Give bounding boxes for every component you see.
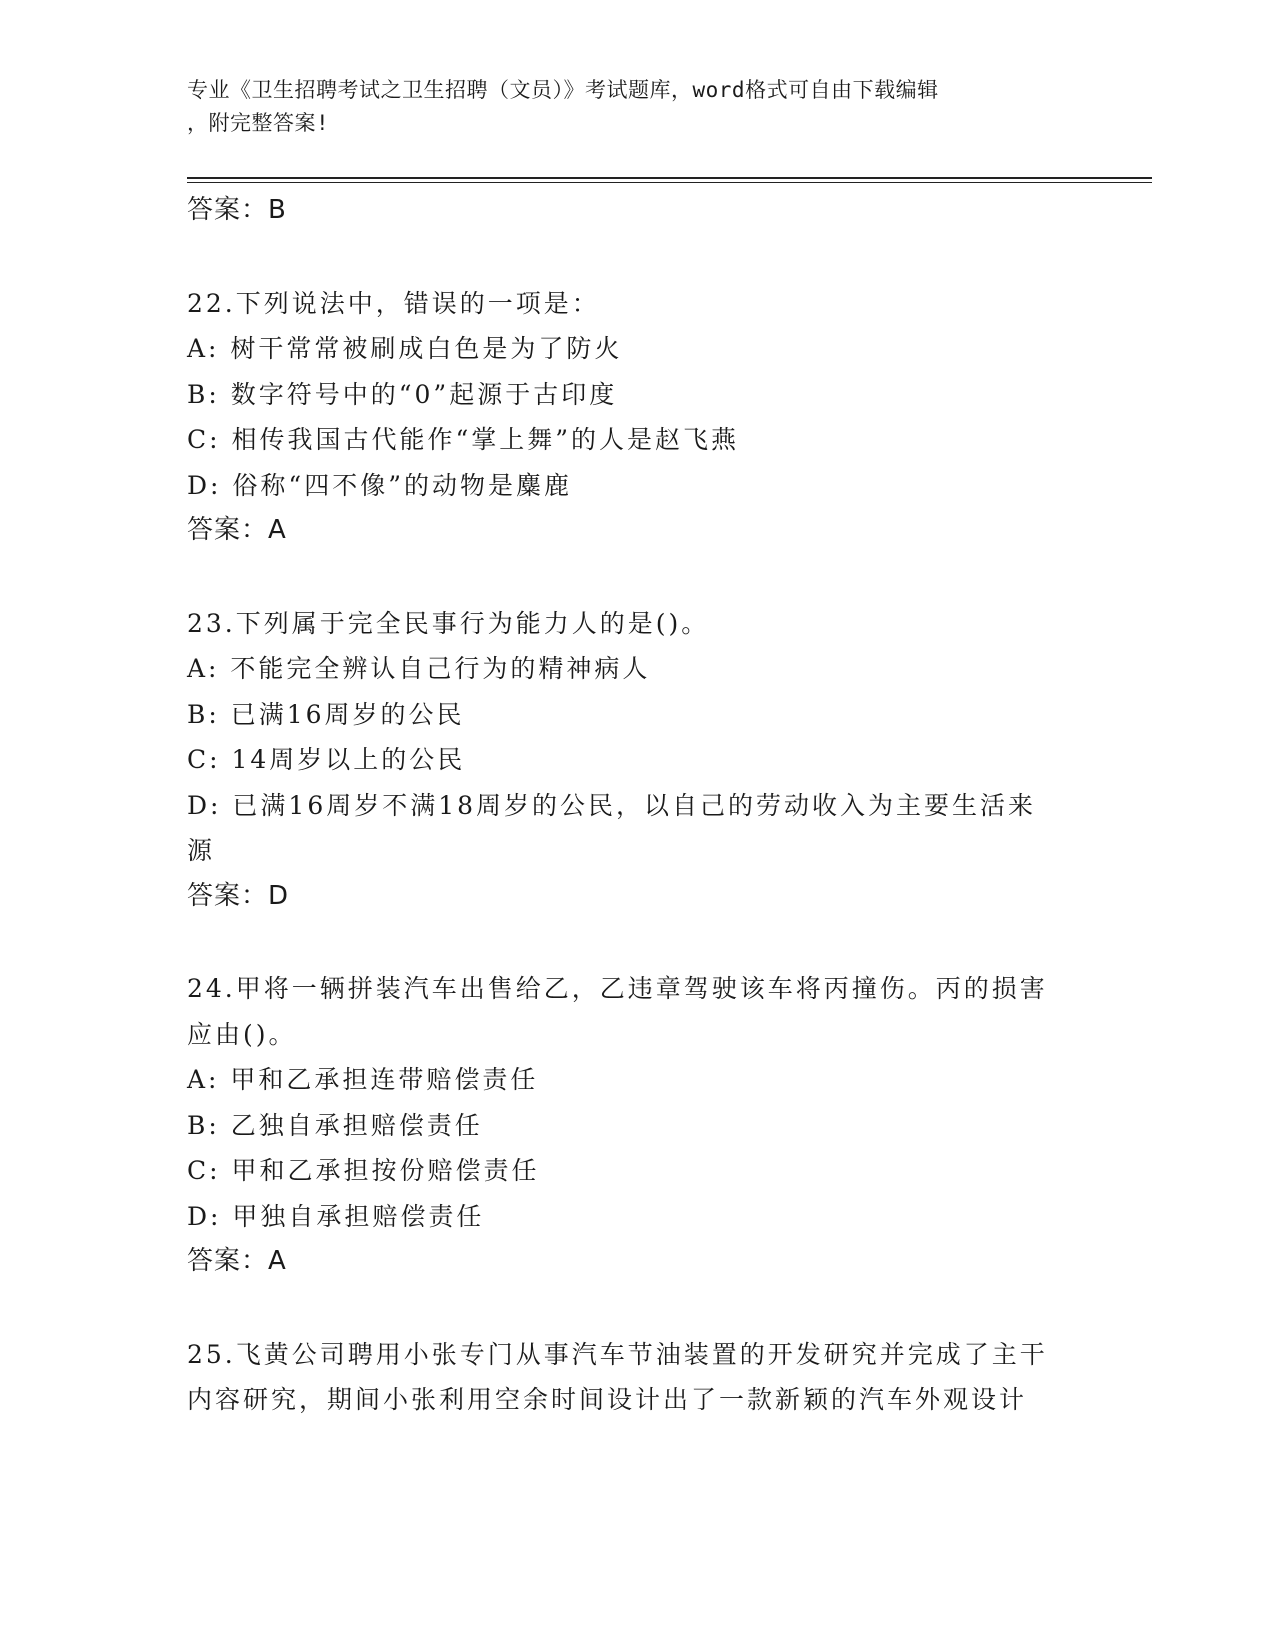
header-line-2: ，附完整答案! — [187, 111, 330, 135]
question-25 — [187, 1332, 1077, 1423]
question-23 — [187, 601, 1077, 920]
option-d: D: 俗称“四不像”的动物是麋鹿 — [187, 470, 572, 500]
option-d: D: 甲独自承担赔偿责任 — [187, 1201, 485, 1231]
option-d-continued: 源 — [187, 836, 216, 865]
question-22 — [187, 281, 1077, 554]
header-divider-thin — [187, 182, 1152, 183]
option-b: B: 乙独自承担赔偿责任 — [187, 1110, 483, 1140]
header-divider-thick — [187, 177, 1152, 179]
option-c: C: 14周岁以上的公民 — [187, 745, 466, 774]
question-stem: 23.下列属于完全民事行为能力人的是()。 — [187, 608, 710, 638]
option-c: C: 甲和乙承担按份赔偿责任 — [187, 1156, 540, 1185]
answer-label: 答案：A — [187, 515, 287, 545]
question-list — [187, 188, 1077, 1423]
document-header — [187, 74, 1067, 140]
question-stem-continued: 应由()。 — [187, 1019, 297, 1049]
question-stem: 22.下列说法中，错误的一项是： — [187, 288, 600, 318]
option-a: A: 不能完全辨认自己行为的精神病人 — [187, 654, 651, 683]
option-a: A: 甲和乙承担连带赔偿责任 — [187, 1065, 539, 1094]
answer-label: 答案：A — [187, 1246, 287, 1276]
question-stem-continued: 内容研究，期间小张利用空余时间设计出了一款新颖的汽车外观设计 — [187, 1385, 1028, 1414]
previous-answer: 答案：B — [187, 195, 287, 225]
question-stem: 24.甲将一辆拼装汽车出售给乙，乙违章驾驶该车将丙撞伤。丙的损害 — [187, 974, 1048, 1003]
answer-label: 答案：D — [187, 880, 290, 911]
option-b: B: 已满16周岁的公民 — [187, 699, 465, 729]
option-a: A: 树干常常被刷成白色是为了防火 — [187, 334, 623, 363]
question-stem: 25.飞黄公司聘用小张专门从事汽车节油装置的开发研究并完成了主干 — [187, 1339, 1048, 1369]
option-d: D: 已满16周岁不满18周岁的公民，以自己的劳动收入为主要生活来 — [187, 790, 1037, 820]
header-line-1: 专业《卫生招聘考试之卫生招聘（文员）》考试题库，word格式可自由下载编辑 — [187, 78, 939, 102]
option-b: B: 数字符号中的“0”起源于古印度 — [187, 379, 618, 409]
question-24 — [187, 966, 1077, 1285]
option-c: C: 相传我国古代能作“掌上舞”的人是赵飞燕 — [187, 425, 740, 454]
